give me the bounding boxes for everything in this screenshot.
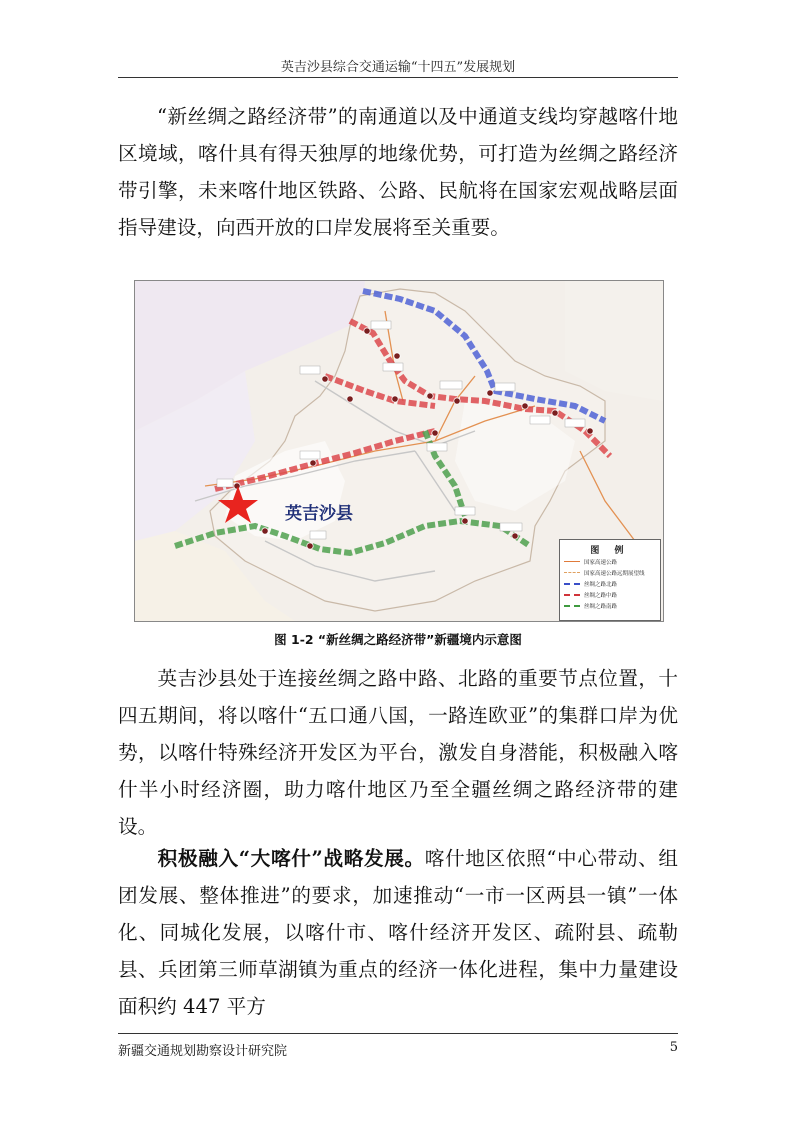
legend-title: 图 例	[590, 546, 630, 556]
paragraph-3-text: 喀什地区依照“中心带动、组团发展、整体推进”的要求，加速推动“一市一区两县一镇”一体化、同城化发展，以喀什市、喀什经济开发区、疏附县、疏勒县、兵团第三师草湖镇为重点的经济一体化进程，集中力量建设面积约 447 平方	[118, 847, 678, 1018]
legend-item-north-route	[560, 578, 660, 589]
footer-rule	[118, 1033, 678, 1034]
paragraph-3	[118, 840, 678, 1025]
paragraph-3-heading: 积极融入“大喀什”战略发展。	[157, 847, 425, 870]
paragraph-1	[118, 98, 678, 246]
silk-road-map-figure	[134, 280, 664, 622]
yingjisha-map-label: 英吉沙县	[285, 504, 353, 524]
legend-item-middle-route	[560, 589, 660, 600]
figure-caption: 图 1-2 “新丝绸之路经济带”新疆境内示意图	[274, 632, 522, 647]
legend-label: 丝绸之路南路	[584, 603, 618, 610]
legend-swatch	[564, 583, 580, 585]
legend-item-highway	[560, 556, 660, 567]
legend-swatch	[564, 572, 580, 573]
paragraph-1-text: “新丝绸之路经济带”的南通道以及中通道支线均穿越喀什地区境域，喀什具有得天独厚的地缘优势，可打造为丝绸之路经济带引擎，未来喀什地区铁路、公路、民航将在国家宏观战略层面指导建设，向西开放的口岸发展将至关重要。	[118, 105, 678, 239]
legend-item-south-route	[560, 600, 660, 611]
header-rule	[118, 77, 678, 78]
footer-organization: 新疆交通规划勘察设计研究院	[118, 1044, 288, 1059]
legend-swatch	[564, 605, 580, 607]
legend-label: 国家高速公路	[584, 559, 618, 566]
page-header: 英吉沙县综合交通运输“十四五”发展规划	[280, 60, 516, 75]
map-legend	[559, 539, 661, 621]
paragraph-2-text: 英吉沙县处于连接丝绸之路中路、北路的重要节点位置，十四五期间，将以喀什“五口通八国，一路连欧亚”的集群口岸为优势，以喀什特殊经济开发区为平台，激发自身潜能，积极融入喀什半小时经济圈，助力喀什地区乃至全疆丝绸之路经济带的建设。	[118, 667, 678, 838]
legend-swatch	[564, 594, 580, 596]
legend-item-highway-future	[560, 567, 660, 578]
paragraph-2	[118, 660, 678, 845]
legend-label: 丝绸之路北路	[584, 581, 618, 588]
legend-swatch	[564, 561, 580, 562]
legend-label: 国家高速公路远期展望线	[584, 570, 645, 577]
page-number: 5	[669, 1040, 678, 1055]
legend-label: 丝绸之路中路	[584, 592, 618, 599]
